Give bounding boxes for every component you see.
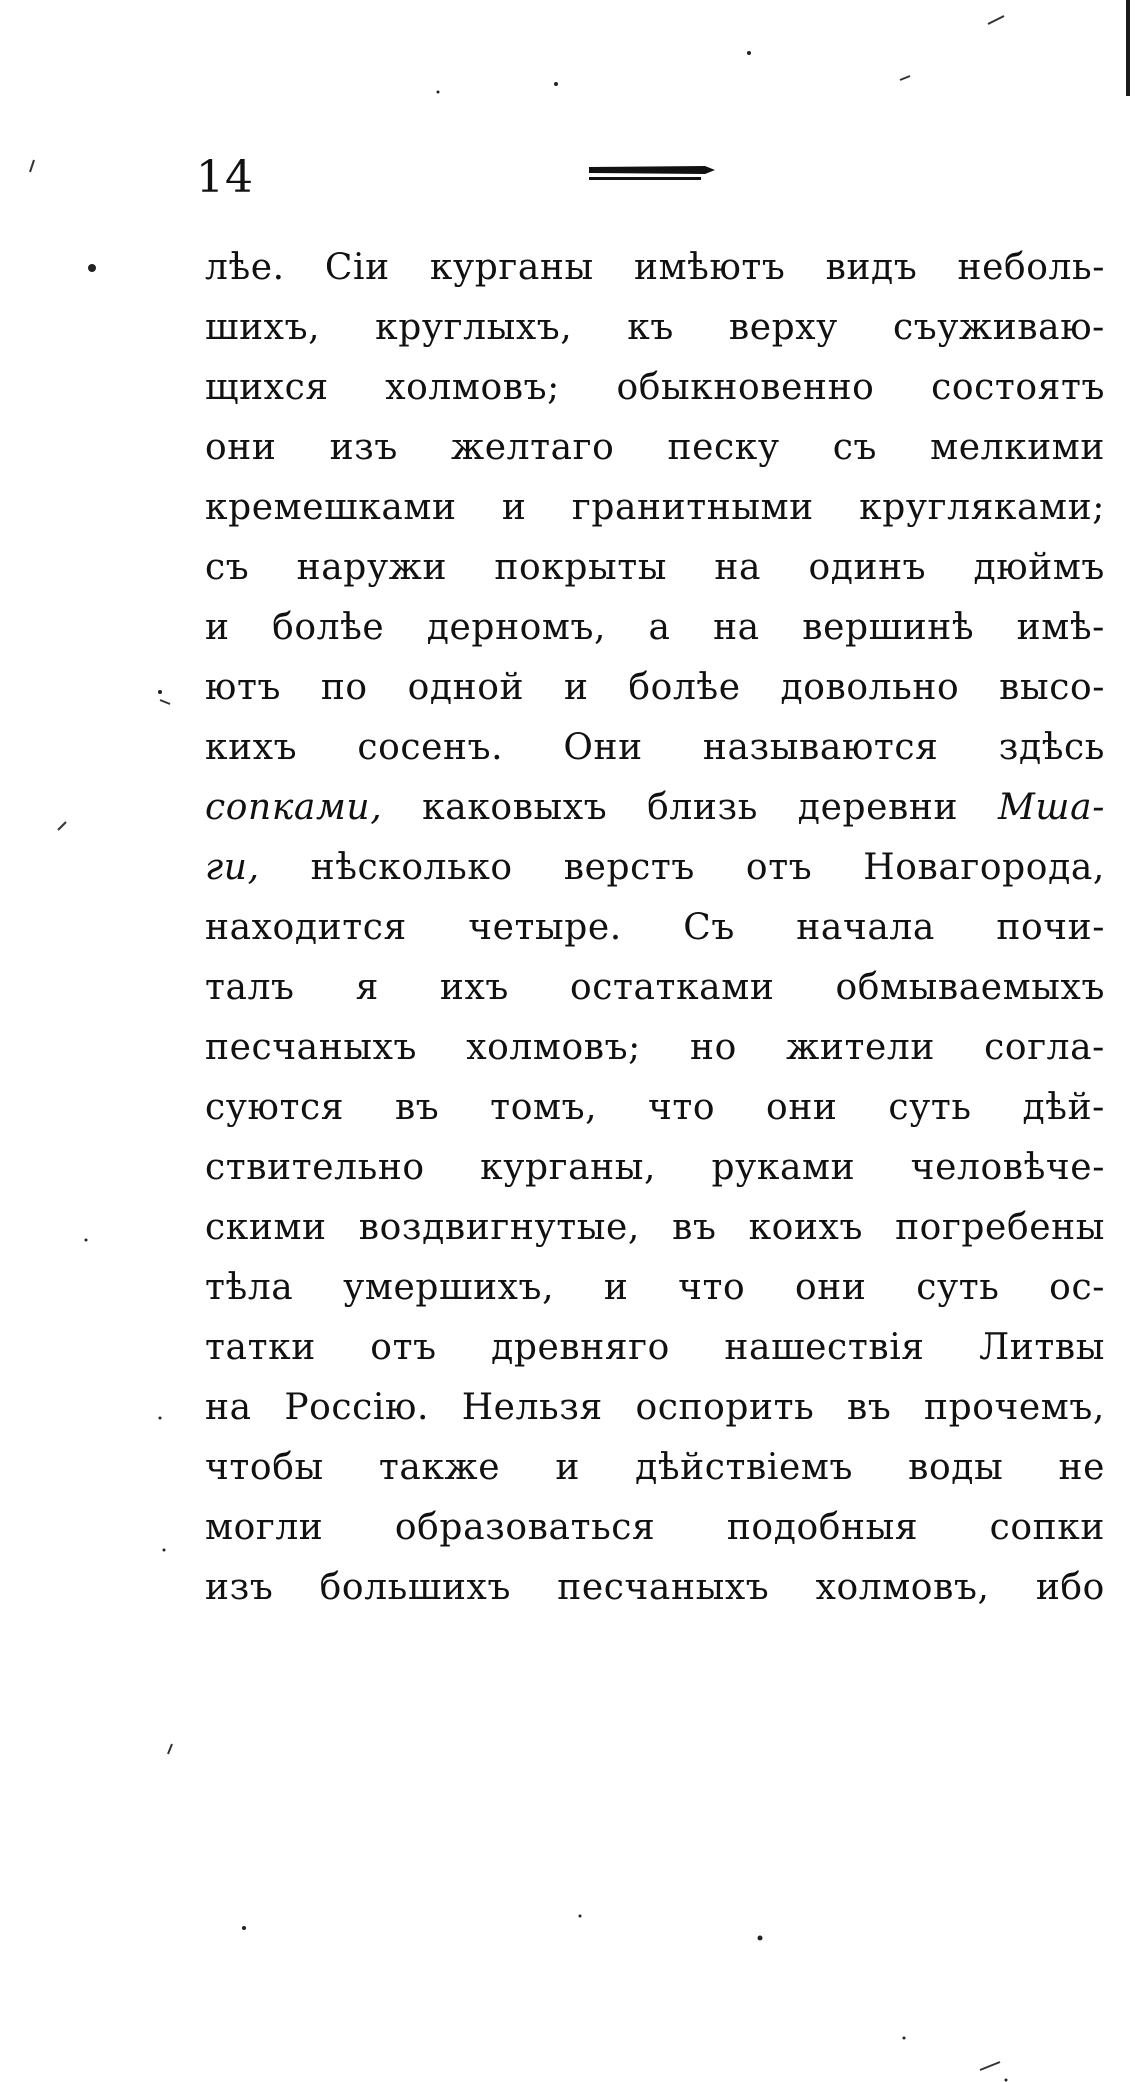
word: почи- [996,907,1105,948]
word: воды [908,1447,1004,1488]
word: чтобы [205,1447,324,1488]
word: человѣче- [910,1147,1105,1188]
text-line [205,778,1105,838]
word: кругляками; [859,487,1105,528]
word: ютъ [205,667,281,708]
text-line [205,418,1105,478]
word: песчаныхъ [557,1567,770,1608]
word: суются [205,1087,345,1128]
word: на [205,1387,252,1428]
word: верху [728,307,838,348]
word: прочемъ, [923,1387,1105,1428]
word: дерномъ, [426,607,607,648]
text-line [205,1018,1105,1078]
word: одной [407,667,525,708]
word: нашествія [724,1327,925,1368]
header-ornament-rule [587,162,717,182]
word: талъ [205,967,295,1008]
word: ги, [205,847,260,888]
word: не [1058,1447,1105,1488]
word: обыкновенно [616,367,875,408]
word: холмовъ, [815,1567,990,1608]
word: большихъ [319,1567,511,1608]
word: по [320,667,368,708]
body-text [205,238,1105,1618]
word: я [355,967,379,1008]
text-line [205,1258,1105,1318]
word: воздвигнутые, [358,1207,640,1248]
word: и [563,667,589,708]
word: погребены [895,1207,1105,1248]
word: Россію. [284,1387,430,1428]
word: въ [394,1087,440,1128]
word: и [205,607,230,648]
text-line [205,1498,1105,1558]
word: Новагорода, [863,847,1105,888]
word: оспорить [635,1387,815,1428]
word: мелкими [930,427,1105,468]
text-line [205,298,1105,358]
word: съуживаю- [892,307,1105,348]
word: дѣйствіемъ [635,1447,854,1488]
word: на [714,547,762,588]
text-line [205,358,1105,418]
text-line [205,718,1105,778]
word: находится [205,907,407,948]
word: гранитными [571,487,814,528]
word: болѣе [272,607,385,648]
word: что [678,1267,746,1308]
word: отъ [745,847,813,888]
word: щихся [205,367,329,408]
word: вершинѣ [802,607,975,648]
word: тѣла [205,1267,294,1308]
word: курганы [429,247,594,288]
text-line [205,1078,1105,1138]
text-line [205,838,1105,898]
text-line [205,598,1105,658]
word: здѣсь [998,727,1105,768]
word: песку [667,427,780,468]
word: отъ [370,1327,437,1368]
word: Они [563,727,643,768]
word: холмовъ; [385,367,560,408]
text-line [205,1378,1105,1438]
word: сопками, [205,787,383,828]
word: деревни [797,787,959,828]
word: состоятъ [931,367,1105,408]
word: суть [916,1267,1000,1308]
text-line [205,898,1105,958]
word: верстъ [563,847,695,888]
word: въ [672,1207,717,1248]
word: ихъ [439,967,509,1008]
text-line [205,1318,1105,1378]
text-line [205,658,1105,718]
word: ствительно [205,1147,425,1188]
word: имѣ- [1016,607,1105,648]
word: сосенъ. [357,727,504,768]
word: четыре. [468,907,622,948]
word: съ [205,547,250,588]
word: песчаныхъ [205,1027,417,1068]
word: круглыхъ, [375,307,573,348]
word: они [766,1087,838,1128]
word: наружи [296,547,448,588]
word: Нельзя [461,1387,603,1428]
word: томъ, [490,1087,598,1128]
word: называются [702,727,939,768]
word: изъ [205,1567,274,1608]
word: на [713,607,760,648]
word: дѣй- [1022,1087,1105,1128]
word: и [555,1447,580,1488]
word: Съ [683,907,735,948]
word: высо- [999,667,1105,708]
word: въ [846,1387,892,1428]
word: ибо [1035,1567,1105,1608]
word: холмовъ; [466,1027,641,1068]
word: Сіи [324,247,390,288]
word: подобныя [726,1507,919,1548]
word: руками [711,1147,856,1188]
word: болѣе [628,667,741,708]
word: начала [796,907,935,948]
word: къ [627,307,674,348]
text-line [205,1198,1105,1258]
text-line [205,478,1105,538]
text-line [205,238,1105,298]
word: лѣе. [205,247,285,288]
word: съ [832,427,878,468]
word: древняго [491,1327,670,1368]
word: шихъ, [205,307,321,348]
word: обмываемыхъ [835,967,1105,1008]
word: образоваться [394,1507,656,1548]
word: покрыты [494,547,668,588]
word: изъ [329,427,398,468]
word: они [795,1267,867,1308]
text-line [205,538,1105,598]
word: остатками [569,967,775,1008]
word: и [603,1267,629,1308]
word: суть [888,1087,972,1128]
word: желтаго [451,427,615,468]
word: сопки [989,1507,1105,1548]
word: умершихъ, [343,1267,555,1308]
page-number: 14 [196,152,254,203]
word: согла- [984,1027,1105,1068]
word: одинъ [808,547,927,588]
word: Литвы [979,1327,1105,1368]
word: что [647,1087,716,1128]
word: довольно [780,667,960,708]
text-line [205,958,1105,1018]
word: дюймъ [973,547,1105,588]
word: видъ [825,247,918,288]
word: кремешками [205,487,457,528]
word: нѣсколько [310,847,513,888]
word: жители [786,1027,935,1068]
word: близь [647,787,758,828]
word: Мша- [997,787,1105,828]
word: а [648,607,671,648]
word: ос- [1049,1267,1105,1308]
text-line [205,1438,1105,1498]
word: татки [205,1327,316,1368]
word: также [378,1447,501,1488]
word: кихъ [205,727,298,768]
word: но [690,1027,737,1068]
word: они [205,427,277,468]
word: неболь- [957,247,1105,288]
scan-edge-mark [1126,0,1130,96]
word: курганы, [480,1147,657,1188]
word: имѣютъ [633,247,786,288]
word: могли [205,1507,324,1548]
text-line [205,1558,1105,1618]
text-line [205,1138,1105,1198]
word: и [501,487,527,528]
word: коихъ [748,1207,863,1248]
word: каковыхъ [422,787,608,828]
word: скими [205,1207,327,1248]
